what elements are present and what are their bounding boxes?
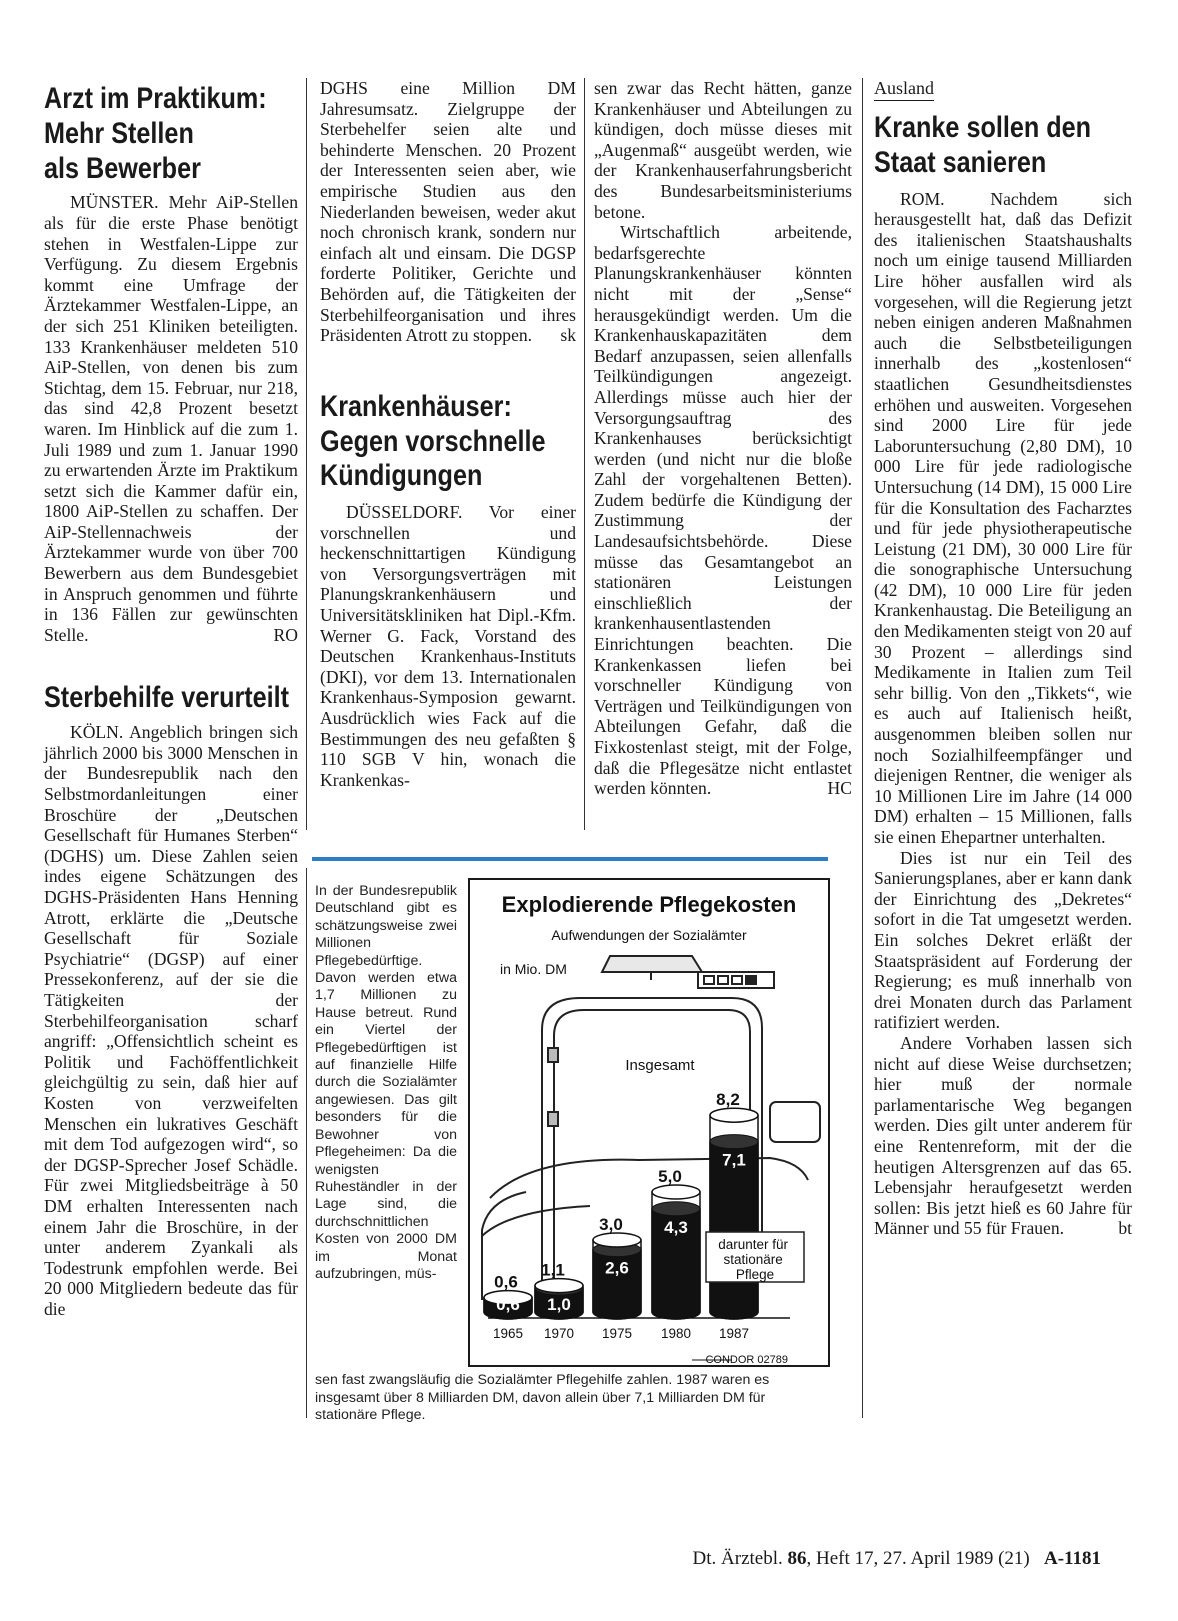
column-4 (874, 78, 1132, 1239)
data-label-stationary-1980: 4,3 (664, 1217, 688, 1237)
article4-signature: bt (1118, 1218, 1132, 1239)
article2-signature: sk (560, 325, 576, 346)
column-rule (306, 78, 307, 830)
x-tick-label-1987: 1987 (718, 1326, 750, 1341)
data-label-stationary-1970: 1,0 (547, 1295, 571, 1314)
data-label-stationary-1965: 0,6 (496, 1295, 520, 1314)
chart-subtitle: Aufwendungen der Sozialämter (551, 927, 747, 943)
page-footer (621, 1548, 1101, 1570)
footer-journal: Dt. Ärztebl. (692, 1548, 783, 1569)
article1-body: MÜNSTER. Mehr AiP-Stellen als für die erste Phase benötigt stehen in Westfalen-Lippe zur Verfügung. Zu diesem Ergebnis kommt eine Umfrage der Ärztekammer Westfalen-Lippe, an der sich 251 Kliniken beteiligten. 133 Krankenhäuser meldeten 510 AiP-Stellen, von denen bis zum Stichtag, dem 15. Februar, nur 218, das sind 42,8 Prozent besetzt waren. Im Hinblick auf die zum 1. Juli 1989 und zum 1. Januar 1990 zu erwartenden Ärzte im Praktikum setzt sich die Kammer dafür ein, 1800 AiP-Stellen zu schaffen. Der AiP-Stellennachweis der Ärztekammer wurde von über 700 Bewerbern aus dem Bundesgebiet in Anspruch genommen und führte in 136 Fällen zur gewünschten Stelle. RO (44, 192, 298, 645)
footer-volume: 86 (787, 1548, 807, 1569)
data-label-total-1975: 3,0 (599, 1215, 623, 1234)
bar-stationary-top-1987 (710, 1135, 758, 1149)
column-2 (320, 78, 576, 790)
footer-issue: , Heft 17, 27. April 1989 (21) (806, 1548, 1030, 1569)
article4-body: Andere Vorhaben lassen sich nicht auf diese Weise durchsetzen; hier muß der normale parlamentarische Weg begangen werden. Dies gilt unter anderem für eine Rentenreform, mit der die heutigen Altersgrenzen auf das 65. Lebensjahr heraufgesetzt werden sollen: Bis jetzt hieß es 60 Jahre für Männer und 55 für Frauen. bt (874, 1032, 1132, 1239)
chart-bars (484, 1090, 758, 1319)
data-label-total-1987: 8,2 (716, 1090, 740, 1110)
chart-series-label-total: Insgesamt (625, 1057, 695, 1074)
footer-page-number: A-1181 (1044, 1548, 1101, 1569)
column-rule (862, 78, 863, 1418)
article4-body: ROM. Nachdem sich herausgestellt hat, daß das Defizit des italienischen Staatshaushalts noch um einige tausend Milliarden Lire höher ausfallen wird als vorgesehen, will die Regierung jetzt neben einigen anderen Maßnahmen auch die Selbstbeteiligungen innerhalb des „kostenlosen“ staatlichen Gesundheitsdienstes erhöhen und ausweiten. Vorgesehen sind 2000 Lire für jede Laboruntersuchung (2,80 DM), 10 000 Lire für jede radiologische Untersuchung (14 DM), 15 000 Lire für die Konsultation des Facharztes und für jede physiotherapeutische Leistung (21 DM), 30 000 Lire für die sonographische Untersuchung (42 DM), 10 000 Lire für jeden Krankenhaustag. Die Beteiligung an den Medikamenten steigt von 20 auf 30 Prozent – allerdings sind Medikamente in Italien zum Teil sehr billig. Von den „Tikkets“, wie es auch auf Italienisch heißt, ausgenommen bleiben sollen nur noch Sozialhilfeempfänger und diejenigen Rentner, die weniger als 10 Millionen Lire im Jahre (14 000 DM) erhalten – 15 Millionen, falls sie einen Ehepartner unterhalten. (874, 188, 1132, 847)
chart-title: Explodierende Pflegekosten (501, 892, 797, 917)
article2-body-continued: DGHS eine Million DM Jahresumsatz. Zielgruppe der Sterbehelfer seien alte und behinderte Menschen. 20 Prozent der Interessenten seien aber, wie empirische Studien aus den Niederlanden beweisen, weder akut noch chronisch krank, sondern nur einfach alt und einsam. Die DGSP forderte Politiker, Gerichte und Behörden auf, die Tätigkeiten der Sterbehilfeorganisation und ihres Präsidenten Atrott zu stoppen. sk (320, 78, 576, 346)
data-label-total-1970: 1,1 (541, 1260, 565, 1280)
section-kicker: Ausland (874, 78, 934, 101)
article1-headline: Arzt im Praktikum: Mehr Stellen als Bewerber (44, 82, 267, 185)
article3-body-paragraph: Wirtschaftlich arbeitende, bedarfsgerechte Planungskrankenhäuser könnten nicht mit der „Sense“ herausgekündigt werden. Um die Krankenhauskapazitäten dem Bedarf anzupassen, seien allenfalls Teilkündigungen angezeigt. Allerdings müsse auch hier der Versorgungsauftrag des Krankenhauses berücksichtigt werden (und nicht nur die bloße Zahl der vorgehaltenen Betten). Zudem bedürfe die Kündigung der Zustimmung der Landesaufsichtsbehörde. Diese müsse das Gesamtangebot an stationären Leistungen einschließlich der krankenhausentlastenden Einrichtungen beachten. Die Krankenkassen liefen bei vorschneller Kündigung von Verträgen und Teilkündigungen von Abteilungen Gefahr, daß die Fixkostenlast steigt, mit der Folge, daß die Pflegesätze nicht entlastet werden könnten. HC (594, 222, 852, 799)
infobox-text: In der Bundesrepublik Deutschland gibt es schätzungsweise zwei Millionen Pflegebedürftige. Davon werden etwa 1,7 Millionen zu Hause betreut. Rund ein Viertel der Pflegebedürftigen ist auf finanzielle Hilfe durch die Sozialämter angewiesen. Das gilt besonders für die Bewohner von Pflegeheimen: Da die wenigsten Ruheständler in der Lage sind, die durchschnittlichen Kosten von 2000 DM im Monat aufzubringen, müs- (315, 883, 457, 1282)
column-3 (594, 78, 852, 799)
x-tick-label-1980: 1980 (660, 1326, 692, 1341)
bar-total-top-1975 (593, 1233, 641, 1247)
chart-legend-stationary: darunter für stationäre Pflege (718, 1237, 789, 1282)
article3-body: DÜSSELDORF. Vor einer vorschnellen und heckenschnittartigen Kündigung von Versorgungsverträgen mit Planungskrankenhäusern und Universitätskliniken hat Dipl.-Kfm. Werner G. Fack, Vorstand des Deutschen Krankenhaus-Instituts (DKI), vor dem 13. Internationalen Krankenhaus-Symposion gewarnt. Ausdrücklich wies Fack auf die Bestimmungen des neu gefaßten § 110 SGB V hin, wonach die Krankenkas- (320, 502, 576, 790)
article1-signature: RO (273, 624, 298, 645)
column-rule (584, 78, 585, 830)
article2-headline: Sterbehilfe verurteilt (44, 681, 290, 715)
bar-total-top-1970 (535, 1279, 583, 1293)
x-tick-label-1965: 1965 (492, 1326, 524, 1341)
bar-total-top-1987 (710, 1108, 758, 1122)
article3-body-continued: sen zwar das Recht hätten, ganze Krankenhäuser und Abteilungen zu kündigen, doch müsse dieses mit „Augenmaß“ ausgeübt werden, wie der Krankenhauserfahrungsbericht des Bundesarbeitsministeriums betone. (594, 78, 852, 222)
bar-stationary-top-1980 (652, 1202, 700, 1216)
x-tick-label-1975: 1975 (601, 1326, 633, 1341)
data-label-total-1965: 0,6 (494, 1272, 518, 1292)
column-rule (306, 868, 307, 1418)
data-label-stationary-1987: 7,1 (722, 1150, 746, 1170)
chart-frame (468, 878, 830, 1367)
infobox-tail: sen fast zwangsläufig die Sozialämter Pflegehilfe zahlen. 1987 waren es insgesamt über 8 Milliarden DM, davon allein über 7,1 Milliarden DM für stationäre Pflege. (315, 1372, 770, 1424)
article3-headline: Krankenhäuser: Gegen vorschnelle Kündigungen (320, 389, 546, 493)
article3-signature: HC (827, 778, 852, 799)
infobox-rule (312, 857, 828, 861)
chart-x-labels (493, 1326, 749, 1341)
pflegekosten-chart (470, 880, 828, 1365)
chart-credit: CONDOR 02789 (705, 1354, 788, 1365)
chart-legend (706, 1232, 804, 1282)
data-label-total-1980: 5,0 (658, 1167, 682, 1186)
article2-body: KÖLN. Angeblich bringen sich jährlich 2000 bis 3000 Menschen in der Bundesrepublik nach den Selbstmordanleitungen einer Broschüre der „Deutschen Gesellschaft für Humanes Sterben“ (DGHS) um. Diese Zahlen seien indes eigene Schätzungen des DGHS-Präsidenten Hans Henning Atrott, erklärte die „Deutsche Gesellschaft für Soziale Psychiatrie“ (DGSP) auf einer Pressekonferenz, auf der sie die Tätigkeiten der Sterbehilfeorganisation scharf angriff: „Offensichtlich scheint es Politik und Fachöffentlichkeit gleichgültig zu sein, daß hier auf Kosten von verzweifelten Menschen ein lukratives Geschäft mit dem Tod aufgezogen wird“, so der DGSP-Sprecher Josef Schädle. Für zwei Mitgliedsbeiträge à 50 DM erhalten Interessenten nach einem Jahr die Broschüre, in der unter anderem Zyankali als Todestrunk empfohlen werde. Bei 20 000 Mitgliedern bedeute das für die (44, 722, 298, 1319)
bar-total-top-1980 (652, 1185, 700, 1199)
data-label-stationary-1975: 2,6 (605, 1258, 629, 1278)
article4-body: Dies ist nur ein Teil des Sanierungsplanes, aber er kann dank der Einrichtung des „Dekretes“ sofort in die Tat umgesetzt werden. Ein solches Dekret erläßt der Staatspräsident auf Forderung der Regierung; es muß innerhalb von drei Monaten durch das Parlament ratifiziert werden. (874, 847, 1132, 1033)
chart-unit-label: in Mio. DM (500, 961, 567, 977)
article4-headline: Kranke sollen den Staat sanieren (874, 111, 1092, 179)
column-1 (44, 78, 298, 1319)
x-tick-label-1970: 1970 (543, 1326, 575, 1341)
